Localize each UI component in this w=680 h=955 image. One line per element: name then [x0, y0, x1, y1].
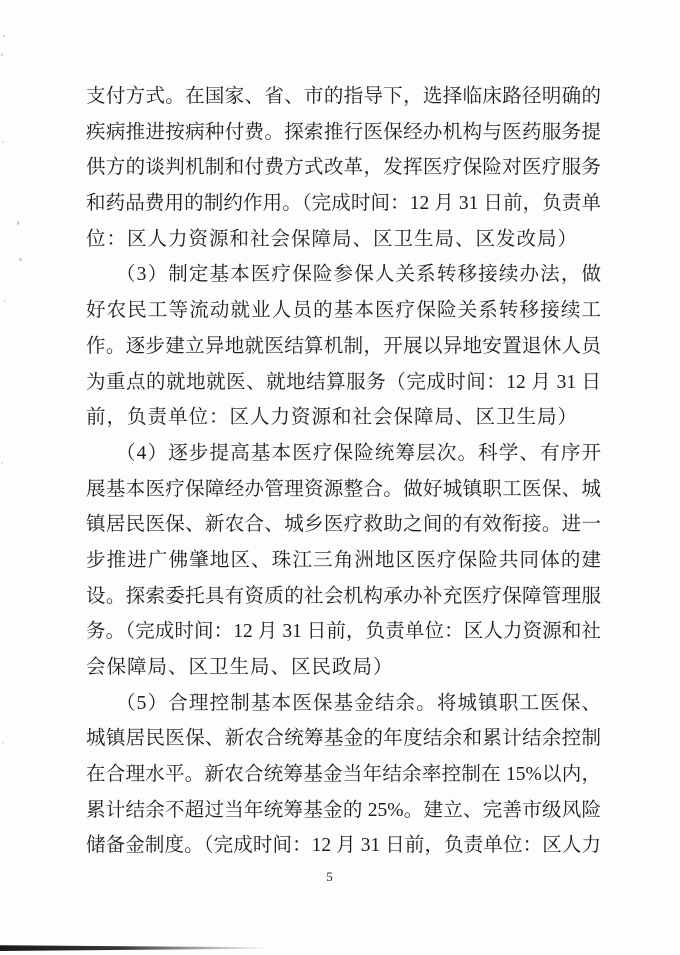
scan-speckle	[2, 742, 4, 744]
text-line-paragraph-end: 位：区人力资源和社会保障局、区卫生局、区发改局）	[86, 228, 579, 250]
text-line: 供方的谈判机制和付费方式改革，发挥医疗保险对医疗服务	[86, 157, 601, 179]
text-line-paragraph-start: （5）合理控制基本医保基金结余。将城镇职工医保、	[116, 692, 601, 714]
scan-speckle	[19, 258, 22, 261]
text-line-paragraph-end: 前，负责单位：区人力资源和社会保障局、区卫生局）	[86, 407, 579, 429]
text-line: 为重点的就地就医、就地结算服务（完成时间：12 月 31 日	[86, 371, 601, 393]
text-line: 在合理水平。新农合统筹基金当年结余率控制在 15%以内，	[86, 764, 601, 786]
scan-speckle	[17, 221, 19, 225]
scan-speckle	[1, 53, 3, 56]
text-line-paragraph-start: （3）制定基本医疗保险参保人关系转移接续办法，做	[116, 264, 601, 286]
text-line: 作。逐步建立异地就医结算机制，开展以异地安置退休人员	[86, 335, 601, 357]
text-line: 设。探索委托具有资质的社会机构承办补充医疗保障管理服	[86, 585, 601, 607]
scan-artifact-line	[0, 945, 272, 951]
text-line-paragraph-start: （4）逐步提高基本医疗保险统筹层次。科学、有序开	[116, 442, 601, 464]
text-line: 好农民工等流动就业人员的基本医疗保险关系转移接续工	[86, 300, 601, 322]
text-line: 务。（完成时间：12 月 31 日前，负责单位：区人力资源和社	[86, 621, 601, 643]
text-line: 和药品费用的制约作用。（完成时间：12 月 31 日前，负责单	[86, 193, 601, 215]
document-body	[86, 79, 601, 864]
scan-speckle	[3, 35, 5, 37]
scan-speckle	[4, 300, 6, 302]
text-line: 支付方式。在国家、省、市的指导下，选择临床路径明确的	[86, 86, 601, 107]
text-line: 步推进广佛肇地区、珠江三角洲地区医疗保险共同体的建	[86, 549, 601, 571]
text-line: 储备金制度。（完成时间：12 月 31 日前，负责单位：区人力	[86, 835, 601, 857]
text-line: 镇居民医保、新农合、城乡医疗救助之间的有效衔接。进一	[86, 514, 601, 536]
page-number: 5	[326, 869, 333, 884]
text-line: 疾病推进按病种付费。探索推行医保经办机构与医药服务提	[86, 121, 601, 143]
text-line-paragraph-end: 会保障局、区卫生局、区民政局）	[86, 657, 394, 678]
text-line: 累计结余不超过当年统筹基金的 25%。建立、完善市级风险	[86, 799, 601, 821]
text-line: 展基本医疗保障经办管理资源整合。做好城镇职工医保、城	[86, 478, 601, 500]
scan-speckle	[2, 141, 4, 143]
scan-speckle	[1, 462, 3, 464]
text-line: 城镇居民医保、新农合统筹基金的年度结余和累计结余控制	[86, 728, 601, 750]
